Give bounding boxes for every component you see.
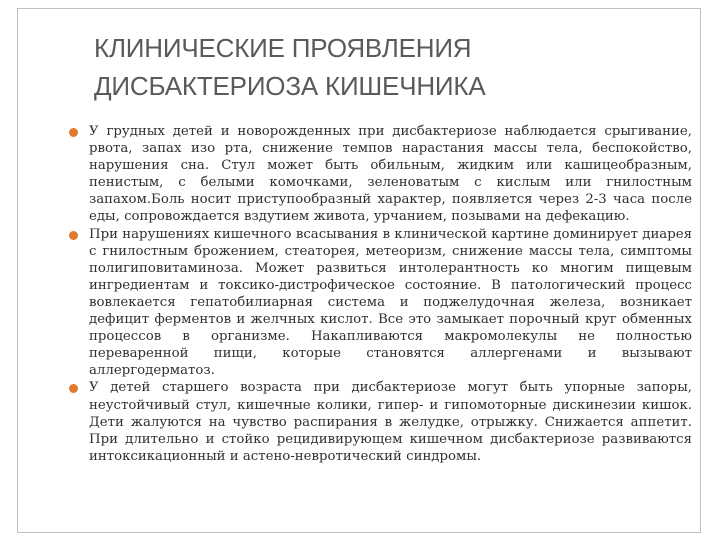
- slide-title: [94, 29, 694, 105]
- slide-title-line-2: ДИСБАКТЕРИОЗА КИШЕЧНИКА: [94, 71, 486, 101]
- bullet-dot-icon: [69, 384, 78, 393]
- slide-title-line-1: КЛИНИЧЕСКИЕ ПРОЯВЛЕНИЯ: [94, 33, 472, 63]
- bullet-list: [68, 123, 692, 465]
- bullet-text-infants: У грудных детей и новорожденных при дисбактериозе наблюдается срыгивание, рвота, запах изо рта, снижение темпов нарастания массы тела, беспокойство, нарушения сна. Стул может быть обильным, жидким или кашицеобразным, пенистым, с белыми комочками, зеленоватым с кислым или гнилостным запахом.Боль носит приступообразный характер, появляется через 2-3 часа после еды, сопровождается вздутием живота, урчанием, позывами на дефекацию.: [89, 124, 692, 225]
- bullet-text-older-children: У детей старшего возраста при дисбактериозе могут быть упорные запоры, неустойчивый стул, кишечные колики, гипер- и гипомоторные дискинезии кишок. Дети жалуются на чувство распирания в желудке, отрыжку. Снижается аппетит. При длительно и стойко рецидивирующем кишечном дисбактериозе развиваются интоксикационный и астено-невротический синдромы.: [89, 380, 692, 464]
- bullet-item-infants: [68, 123, 692, 226]
- bullet-dot-icon: [69, 128, 78, 137]
- bullet-item-malabsorption: [68, 226, 692, 380]
- bullet-item-older-children: [68, 379, 692, 464]
- bullet-dot-icon: [69, 231, 78, 240]
- slide: [17, 8, 701, 533]
- bullet-text-malabsorption: При нарушениях кишечного всасывания в клинической картине доминирует диарея с гнилостным брожением, стеаторея, метеоризм, снижение массы тела, симптомы полигиповитаминоза. Может развиться интолерантность ко многим пищевым ингредиентам и токсико-дистрофическое состояние. В патологический процесс вовлекается гепатобилиарная система и поджелудочная железа, возникает дефицит ферментов и желчных кислот. Все это замыкает порочный круг обменных процессов в организме. Накапливаются макромолекулы не полностью переваренной пищи, которые становятся аллергенами и вызывают аллергодерматоз.: [89, 226, 692, 379]
